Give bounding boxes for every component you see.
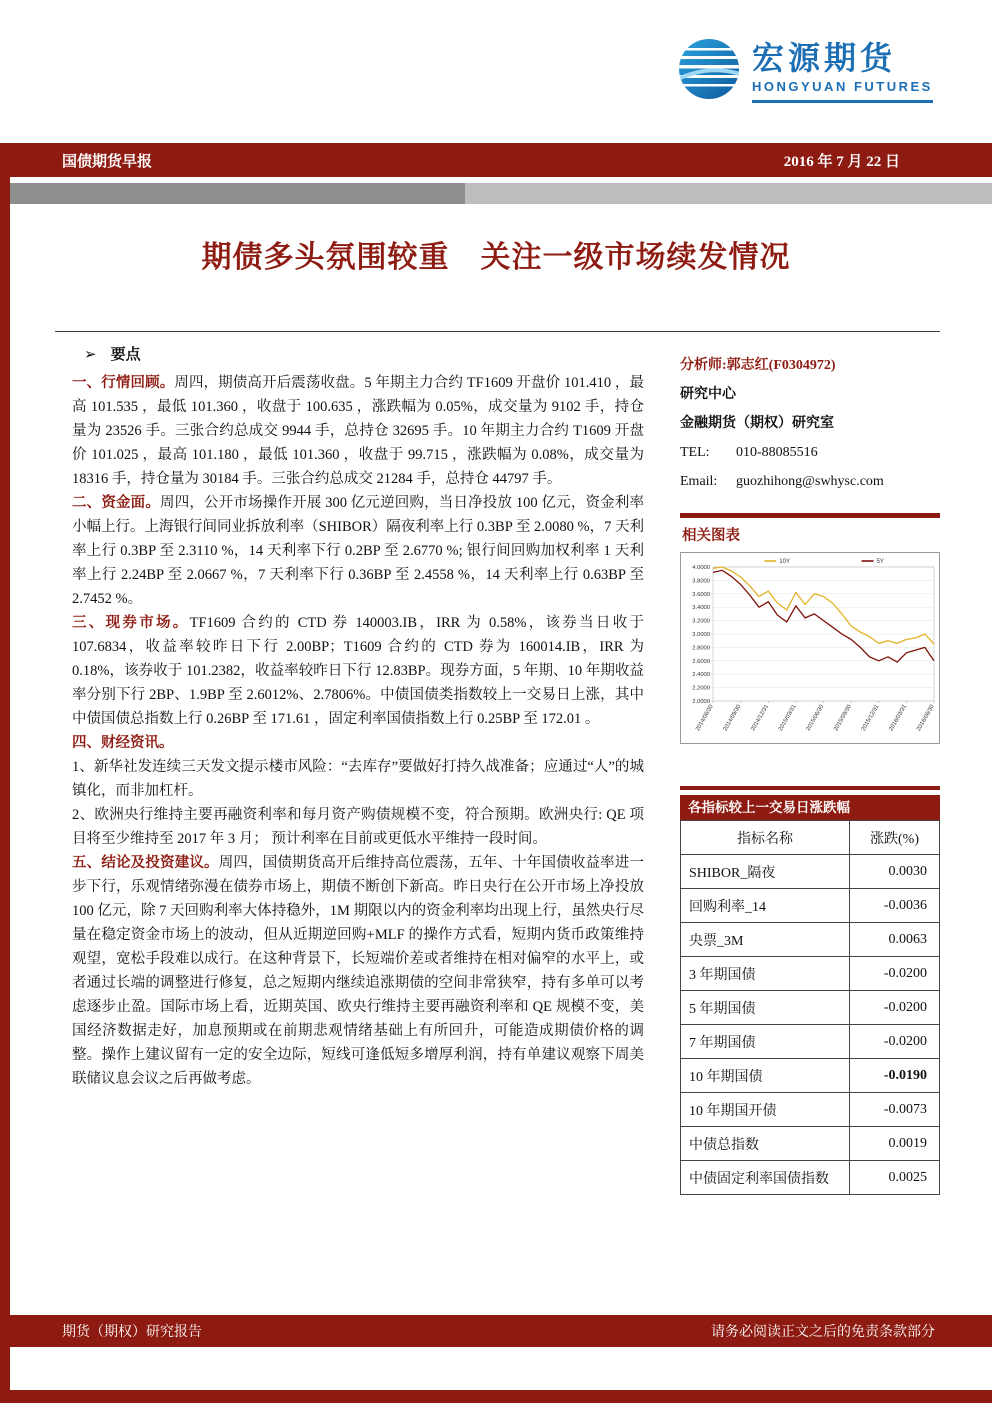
table-section-separator xyxy=(680,786,940,790)
svg-text:2015/03/31: 2015/03/31 xyxy=(777,704,798,733)
col-header-change: 涨跌(%) xyxy=(850,821,940,855)
indicator-name: 央票_3M xyxy=(681,923,850,957)
section-heading: 三、现券市场。 xyxy=(72,615,190,631)
indicator-name: 10 年期国债 xyxy=(681,1059,850,1093)
keypoints-heading xyxy=(84,343,644,364)
brand-header xyxy=(676,36,933,103)
footer-report-series: 期货（期权）研究报告 xyxy=(62,1325,202,1340)
report-sections xyxy=(72,371,644,1091)
svg-text:3.6000: 3.6000 xyxy=(692,591,710,598)
svg-text:10Y: 10Y xyxy=(779,559,790,565)
section-heading: 五、结论及投资建议。 xyxy=(72,855,219,871)
indicator-value: -0.0190 xyxy=(850,1059,940,1093)
indicator-value: -0.0036 xyxy=(850,889,940,923)
indicator-row xyxy=(681,1025,940,1059)
table-section-title: 各指标较上一交易日涨跌幅 xyxy=(680,795,940,820)
indicator-name: 5 年期国债 xyxy=(681,991,850,1025)
indicator-row xyxy=(681,957,940,991)
indicator-name: 中债总指数 xyxy=(681,1127,850,1161)
arrow-bullet-icon: ➢ xyxy=(84,347,97,363)
title-rule xyxy=(55,331,940,332)
section-paragraph: 二、资金面。周四，公开市场操作开展 300 亿元逆回购，当日净投放 100 亿元，资金利率小幅上行。上海银行间同业拆放利率（SHIBOR）隔夜利率上行 0.3BP 至 2.0080 %，7 天利率上行 0.3BP 至 2.3110 %，14 天利率下行 0.2BP 至 2.6770 %; 银行间回购加权利率 1 天利率上行 2.24BP 至 2.0667 %，7 天利率下行 0.36BP 至 2.4558 %，14 天利率上行 0.63BP 至 2.7452 %。 xyxy=(72,495,644,607)
indicator-name: 中债固定利率国债指数 xyxy=(681,1161,850,1195)
tel-label: TEL: xyxy=(680,445,710,460)
indicator-value: -0.0200 xyxy=(850,957,940,991)
svg-text:2016/06/30: 2016/06/30 xyxy=(916,704,936,733)
footer-disclaimer: 请务必阅读正文之后的免责条款部分 xyxy=(711,1325,935,1340)
indicator-name: 10 年期国开债 xyxy=(681,1093,850,1127)
indicator-name: 3 年期国债 xyxy=(681,957,850,991)
svg-text:2015/06/30: 2015/06/30 xyxy=(805,704,826,733)
main-column xyxy=(72,341,644,1195)
chart-section-title: 相关图表 xyxy=(682,528,740,544)
footer-bar xyxy=(0,1315,992,1347)
report-title: 期债多头氛围较重 关注一级市场续发情况 xyxy=(201,241,791,274)
logo-name-cn: 宏源期货 xyxy=(752,40,897,76)
analyst-center: 研究中心 xyxy=(680,387,736,402)
svg-text:2014/06/30: 2014/06/30 xyxy=(695,704,715,733)
svg-text:2014/12/31: 2014/12/31 xyxy=(750,704,770,733)
indicator-row xyxy=(681,1059,940,1093)
gray-band-left xyxy=(10,183,465,204)
indicator-row xyxy=(681,923,940,957)
bottom-red-rail xyxy=(0,1390,992,1403)
section-heading: 一、行情回顾。 xyxy=(72,375,175,391)
svg-text:2.4000: 2.4000 xyxy=(692,672,710,679)
analyst-block xyxy=(680,351,940,496)
indicator-name: 回购利率_14 xyxy=(681,889,850,923)
indicator-value: -0.0200 xyxy=(850,991,940,1025)
indicator-value: 0.0025 xyxy=(850,1161,940,1195)
indicator-row xyxy=(681,991,940,1025)
svg-text:2.6000: 2.6000 xyxy=(692,658,710,665)
email-label: Email: xyxy=(680,474,718,489)
section-heading: 四、财经资讯。 xyxy=(72,735,174,751)
indicator-row xyxy=(681,889,940,923)
svg-text:2.0000: 2.0000 xyxy=(692,699,710,705)
globe-logo-icon xyxy=(676,36,742,102)
indicator-row xyxy=(681,1093,940,1127)
svg-text:2014/09/30: 2014/09/30 xyxy=(722,704,743,733)
svg-text:3.4000: 3.4000 xyxy=(692,605,710,612)
analyst-tel-line xyxy=(680,438,940,467)
svg-text:2.2000: 2.2000 xyxy=(692,685,710,692)
analyst-email-line xyxy=(680,467,940,496)
indicator-value: -0.0073 xyxy=(850,1093,940,1127)
svg-text:2.8000: 2.8000 xyxy=(692,645,710,652)
report-type-label: 国债期货早报 xyxy=(62,153,153,170)
svg-text:4.0000: 4.0000 xyxy=(692,565,710,571)
indicator-value: 0.0063 xyxy=(850,923,940,957)
col-header-indicator: 指标名称 xyxy=(681,821,850,855)
yield-trend-chart xyxy=(680,552,940,744)
indicator-name: 7 年期国债 xyxy=(681,1025,850,1059)
logo-name-en: HONGYUAN FUTURES xyxy=(752,79,933,94)
analyst-department: 金融期货（期权）研究室 xyxy=(680,416,834,431)
logo-text xyxy=(752,36,933,103)
left-red-rail xyxy=(0,143,10,1403)
indicator-value: 0.0030 xyxy=(850,855,940,889)
indicator-row xyxy=(681,1127,940,1161)
svg-text:3.2000: 3.2000 xyxy=(692,618,710,625)
svg-text:5Y: 5Y xyxy=(876,559,884,565)
chart-section-separator xyxy=(680,513,940,518)
indicator-value: -0.0200 xyxy=(850,1025,940,1059)
svg-text:2016/03/31: 2016/03/31 xyxy=(888,704,909,733)
indicator-name: SHIBOR_隔夜 xyxy=(681,855,850,889)
side-column xyxy=(680,341,940,1195)
yield-trend-chart-canvas xyxy=(681,553,939,743)
svg-text:3.0000: 3.0000 xyxy=(692,632,710,638)
email-value: guozhihong@swhysc.com xyxy=(736,474,884,489)
gray-divider-band xyxy=(10,183,992,204)
indicator-header-row xyxy=(681,821,940,855)
section-heading: 二、资金面。 xyxy=(72,495,161,511)
section-heading-line xyxy=(72,731,644,755)
section-paragraph: 五、结论及投资建议。周四，国债期货高开后维持高位震荡，五年、十年国债收益率进一步下行，乐观情绪弥漫在债券市场上，期债不断创下新高。昨日央行在公开市场上净投放 100 亿元，除 7 天回购利率大体持稳外，1M 期限以内的资金利率均出现上行，虽然央行尽量在稳定资金市场上的波动，但从近期逆回购+MLF 的操作方式看，短期内货币政策维持观望，宽松手段难以成行。在这种背景下，长短端价差或者维持在相对偏窄的水平上，或者通过长端的调整进行修复，总之短期内继续追涨期债的空间非常狭窄，持有多单可以考虑逐步止盈。国际市场上看，近期英国、欧央行维持主要再融资利率和 QE 规模不变，美国经济数据走好，加息预期或在前期悲观情绪基础上有所回升，可能造成期债价格的调整。操作上建议留有一定的安全边际，短线可逢低短多增厚利润，持有单建议观察下周美联储议息会议之后再做考虑。 xyxy=(72,855,644,1087)
indicator-row xyxy=(681,855,940,889)
svg-text:3.8000: 3.8000 xyxy=(692,578,710,585)
section-paragraph: 三、现券市场。TF1609 合约的 CTD 券 140003.IB，IRR 为 0.58%，该券当日收于 107.6834，收益率较昨日下行 2.00BP；T1609 合约的 CTD 券为 160014.IB，IRR 为 0.18%，该券收于 101.2382，收益率较昨日下行 12.83BP。现券方面，5 年期、10 年期收益率分别下行 2BP、1.9BP 至 2.6012%、2.7806%。中债国债类指数较上一交易日上涨，其中中债国债总指数上行 0.26BP 至 171.61 ，固定利率国债指数上行 0.25BP 至 172.01 。 xyxy=(72,615,644,727)
content-columns xyxy=(72,341,940,1195)
report-date: 2016 年 7 月 22 日 xyxy=(783,153,900,170)
keypoints-label: 要点 xyxy=(110,347,141,363)
section-paragraph: 2、欧洲央行维持主要再融资利率和每月资产购债规模不变，符合预期。欧洲央行: QE 项目将至少维持至 2017 年 3 月； 预计利率在目前或更低水平维持一段时间。 xyxy=(72,807,644,847)
svg-text:2015/12/31: 2015/12/31 xyxy=(860,704,881,733)
indicator-value: 0.0019 xyxy=(850,1127,940,1161)
indicator-row xyxy=(681,1161,940,1195)
tel-value: 010-88085516 xyxy=(736,445,818,460)
indicator-table xyxy=(680,820,940,1195)
section-paragraph: 一、行情回顾。周四，期债高开后震荡收盘。5 年期主力合约 TF1609 开盘价 101.410 ，最高 101.535 ，最低 101.360 ，收盘于 100.635 ，涨跌幅为 0.05%，成交量为 9102 手，持仓量为 23526 手。三张合约总成交 9944 手，总持仓 32695 手。10 年期主力合约 T1609 开盘价 101.025 ，最高 101.180 ，最低 101.360 ，收盘于 99.715 ，涨跌幅为 0.08%，成交量为 18316 手，持仓量为 30184 手。三张合约总成交 21284 手，总持仓 44797 手。 xyxy=(72,375,644,487)
section-paragraph: 1、新华社发连续三天发文提示楼市风险：“去库存”要做好打持久战准备；应通过“人”的城镇化，而非加杠杆。 xyxy=(72,759,644,799)
svg-text:2015/09/30: 2015/09/30 xyxy=(833,704,853,733)
gray-band-right xyxy=(465,183,992,204)
analyst-name: 分析师:郭志红(F0304972) xyxy=(680,358,836,373)
report-type-band xyxy=(0,143,992,177)
